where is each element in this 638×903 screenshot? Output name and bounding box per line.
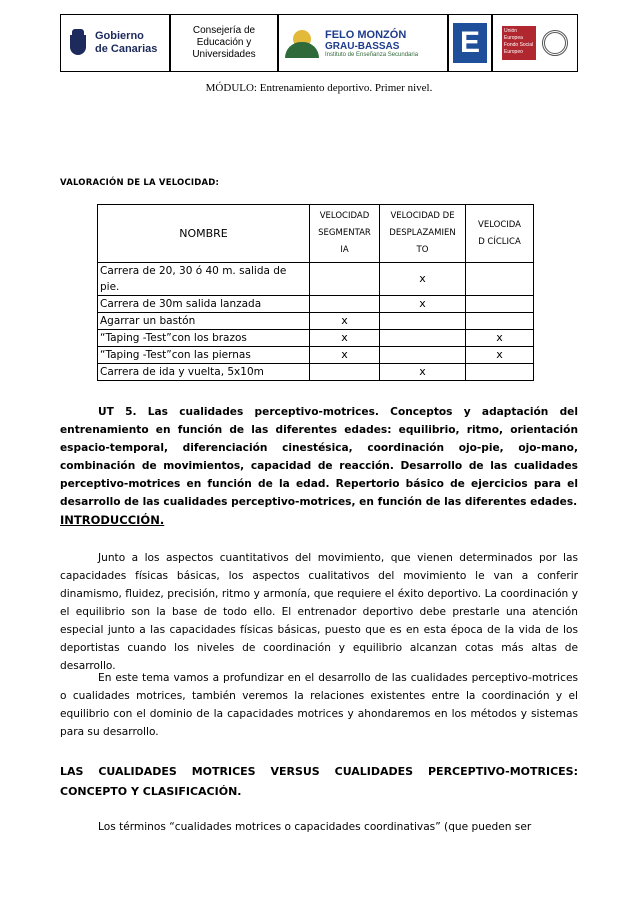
felo-line2: GRAU-BASSAS	[325, 40, 400, 52]
table-row	[98, 330, 534, 347]
row-name: “Taping -Test”con los brazos	[98, 330, 310, 347]
coat-of-arms-icon	[67, 28, 89, 58]
table-row	[98, 364, 534, 381]
row-cell: x	[466, 347, 534, 364]
module-subtitle: MÓDULO: Entrenamiento deportivo. Primer nivel.	[205, 82, 433, 94]
gobierno-line1: Gobierno	[95, 30, 144, 42]
paragraph-1: Junto a los aspectos cuantitativos del movimiento, que vienen determinados por las capacidades físicas básicas, los aspectos cualitativos del movimiento le van a conferir dinamismo, fluidez, precisión, ritmo y armonía, que requiere el éxito deportivo. La coordinación y el equilibrio son la base de todo ello. El entrenador deportivo debe prestarle una atención especial junto a las capacidades físicas básicas, puesto que es en esta época de la vida de los deportistas cuando los niveles de coordinación y equilibrio alcanzan cotas más altas de desarrollo.	[60, 552, 578, 672]
row-name-line1: Carrera de 20, 30 ó 40 m. salida de	[100, 265, 287, 277]
header-desplazamiento	[380, 205, 466, 263]
gobierno-canarias-logo	[60, 14, 170, 72]
eu-letter: E	[453, 23, 487, 63]
row-cell: x	[380, 364, 466, 381]
row-cell	[310, 263, 380, 296]
row-cell: x	[380, 296, 466, 313]
header-seg-line2: SEGMENTAR	[318, 228, 371, 238]
felo-monzon-logo	[278, 14, 448, 72]
row-cell	[310, 296, 380, 313]
felo-line3: Instituto de Enseñanza Secundaria	[325, 51, 419, 58]
row-cell	[380, 313, 466, 330]
consejeria-line3: Universidades	[192, 49, 256, 60]
row-name-line2: pie.	[100, 281, 120, 293]
consejeria-line1: Consejería de	[192, 25, 256, 36]
row-name: Agarrar un bastón	[98, 313, 310, 330]
row-cell	[310, 364, 380, 381]
header-segmentaria	[310, 205, 380, 263]
row-cell: x	[310, 347, 380, 364]
felo-line1: FELO MONZÓN	[325, 28, 407, 41]
row-name	[98, 263, 310, 296]
header-cic-line2: D CÍCLICA	[478, 236, 521, 247]
header-desp-line3: TO	[416, 245, 429, 255]
header-ciclica	[466, 205, 534, 263]
fse-logo	[492, 14, 578, 72]
row-cell	[466, 364, 534, 381]
fse-label: Unión Europea Fondo Social Europeo	[502, 26, 536, 60]
header-desp-line1: VELOCIDAD DE	[390, 211, 455, 221]
table-row	[98, 296, 534, 313]
header-seg-line3: IA	[340, 245, 349, 255]
table-row	[98, 347, 534, 364]
row-cell	[466, 313, 534, 330]
paragraph-2: En este tema vamos a profundizar en el desarrollo de las cualidades perceptivo-motrices o cualidades motrices, también veremos la relaciones existentes entre la coordinación y el equilibrio con el dominio de la capacidades motrices y ahondaremos en los métodos y sistemas para su desarrollo.	[60, 672, 578, 738]
paragraph-3: Los términos “cualidades motrices o capacidades coordinativas” (que pueden ser	[98, 821, 532, 833]
section-heading-valoracion: VALORACIÓN DE LA VELOCIDAD:	[60, 178, 220, 188]
header-cic-line1: VELOCIDA	[478, 219, 521, 230]
consejeria-label	[170, 14, 278, 72]
row-cell: x	[310, 313, 380, 330]
sun-hill-icon	[285, 28, 319, 58]
row-cell	[466, 263, 534, 296]
consejeria-line2: Educación y	[196, 37, 252, 48]
seal-icon	[542, 30, 568, 56]
row-name: “Taping -Test”con las piernas	[98, 347, 310, 364]
row-cell: x	[380, 263, 466, 296]
row-cell: x	[466, 330, 534, 347]
header-nombre: NOMBRE	[98, 205, 310, 263]
table-row	[98, 313, 534, 330]
header-desp-line2: DESPLAZAMIEN	[389, 228, 456, 238]
ut5-heading: UT 5. Las cualidades perceptivo-motrices. Conceptos y adaptación del entrenamiento en función de las diferentes edades: equilibrio, ritmo, orientación espacio-temporal, diferenciación cinestésica, coordinación ojo-pie, ojo-mano, combinación de movimientos, capacidad de reacción. Desarrollo de las cualidades perceptivo-motrices en función de la edad. Repertorio básico de ejercicios para el desarrollo de las cualidades perceptivo-motrices, en función de las diferentes edades.	[60, 406, 578, 508]
row-cell	[466, 296, 534, 313]
introduccion-heading: INTRODUCCIÓN.	[60, 513, 165, 527]
document-header	[60, 14, 578, 74]
eu-logo	[448, 14, 492, 72]
velocity-table	[97, 204, 534, 381]
row-cell	[380, 330, 466, 347]
section-title: LAS CUALIDADES MOTRICES VERSUS CUALIDADES PERCEPTIVO-MOTRICES: CONCEPTO Y CLASIFICACIÓN.	[60, 765, 578, 798]
table-row	[98, 263, 534, 296]
gobierno-line2: de Canarias	[95, 43, 158, 55]
row-name: Carrera de 30m salida lanzada	[98, 296, 310, 313]
header-seg-line1: VELOCIDAD	[319, 211, 370, 221]
table-header-row	[98, 205, 534, 263]
row-name: Carrera de ida y vuelta, 5x10m	[98, 364, 310, 381]
row-cell	[380, 347, 466, 364]
row-cell: x	[310, 330, 380, 347]
